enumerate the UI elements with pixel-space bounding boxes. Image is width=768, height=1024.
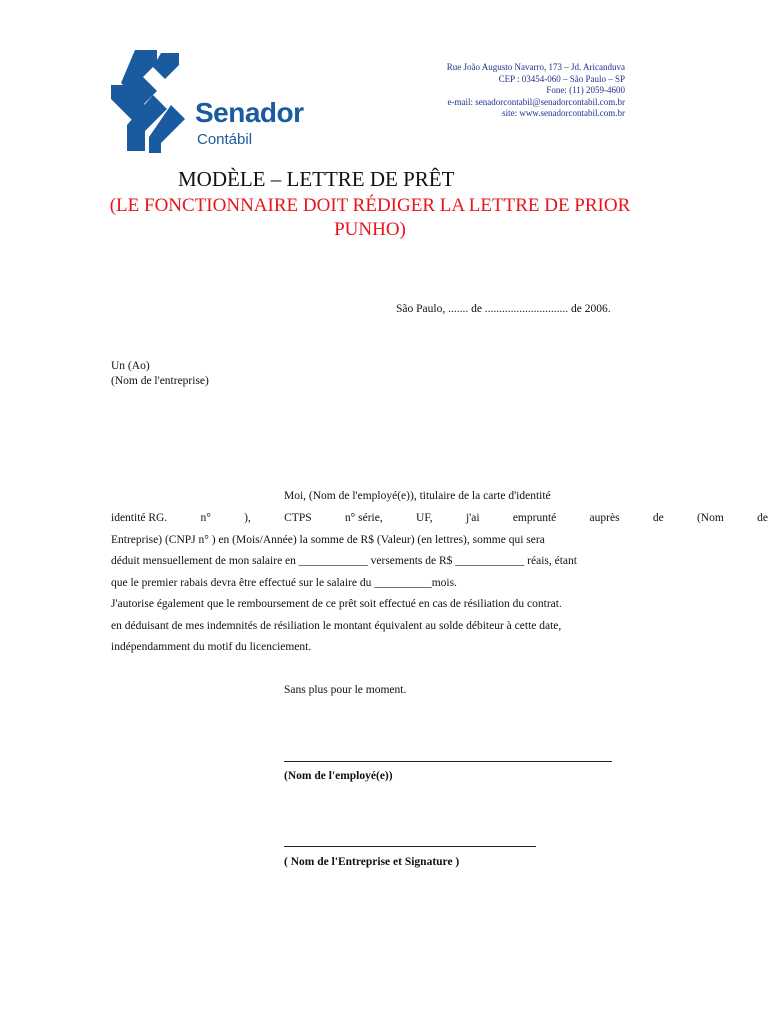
body-line-4: déduit mensuellement de mon salaire en ____________ versements de R$ ____________ réais, étant	[111, 555, 577, 567]
body-word: n° série,	[344, 512, 383, 524]
contact-phone: Fone: (11) 2059-4600	[546, 85, 625, 95]
signature-label-employee: (Nom de l'employé(e))	[284, 770, 393, 782]
body-word: ),	[244, 512, 251, 524]
body-line-3: Entreprise) (CNPJ n° ) en (Mois/Année) la somme de R$ (Valeur) (en lettres), somme qui sera	[111, 534, 545, 546]
signature-label-company: ( Nom de l'Entreprise et Signature )	[284, 856, 460, 868]
body-line-8: indépendamment du motif du licenciement.	[111, 641, 312, 653]
body-word: auprès	[589, 512, 620, 524]
body-line-6: J'autorise également que le remboursement de ce prêt soit effectué en cas de résiliation du contrat.	[111, 598, 562, 610]
contact-email: e-mail: senadorcontabil@senadorcontabil.com.br	[447, 96, 625, 107]
body-line-2	[111, 511, 768, 525]
signature-line-company	[284, 846, 536, 847]
body-word: (Nom	[696, 512, 724, 524]
logo-subtitle: Contábil	[197, 131, 253, 148]
body-word: UF,	[416, 512, 433, 524]
contact-postal: CEP : 03454-060 – São Paulo – SP	[498, 73, 625, 84]
body-line-5: que le premier rabais devra être effectué sur le salaire du __________mois.	[111, 577, 457, 589]
contact-site: site: www.senadorcontabil.com.br	[502, 108, 625, 118]
body-word: j'ai	[465, 512, 480, 524]
logo-mark-icon	[105, 45, 195, 157]
recipient-line-1: Un (Ao)	[111, 360, 150, 372]
company-logo	[105, 45, 315, 157]
body-word: n°	[200, 512, 211, 524]
body-word: de	[757, 512, 768, 524]
body-word: emprunté	[512, 512, 557, 524]
logo-name: Senador	[195, 97, 304, 128]
date-line: São Paulo, ....... de ............................. de 2006.	[396, 303, 611, 315]
body-word: identité RG.	[111, 512, 168, 524]
signature-line-employee	[284, 761, 612, 762]
document-title: MODÈLE – LETTRE DE PRÊT	[178, 167, 455, 191]
body-line-1: Moi, (Nom de l'employé(e)), titulaire de la carte d'identité	[284, 490, 551, 502]
contact-address: Rue João Augusto Navarro, 173 – Jd. Aricanduva	[446, 62, 625, 72]
recipient-line-2: (Nom de l'entreprise)	[111, 375, 209, 387]
closing-line: Sans plus pour le moment.	[284, 684, 407, 696]
header-contact	[325, 62, 625, 120]
body-word: CTPS	[284, 512, 312, 524]
document-subtitle: (LE FONCTIONNAIRE DOIT RÉDIGER LA LETTRE DE PRIOR PUNHO)	[109, 195, 631, 240]
body-word: de	[652, 512, 664, 524]
body-line-7: en déduisant de mes indemnités de résiliation le montant équivalent au solde débiteur à cette date,	[111, 620, 562, 632]
